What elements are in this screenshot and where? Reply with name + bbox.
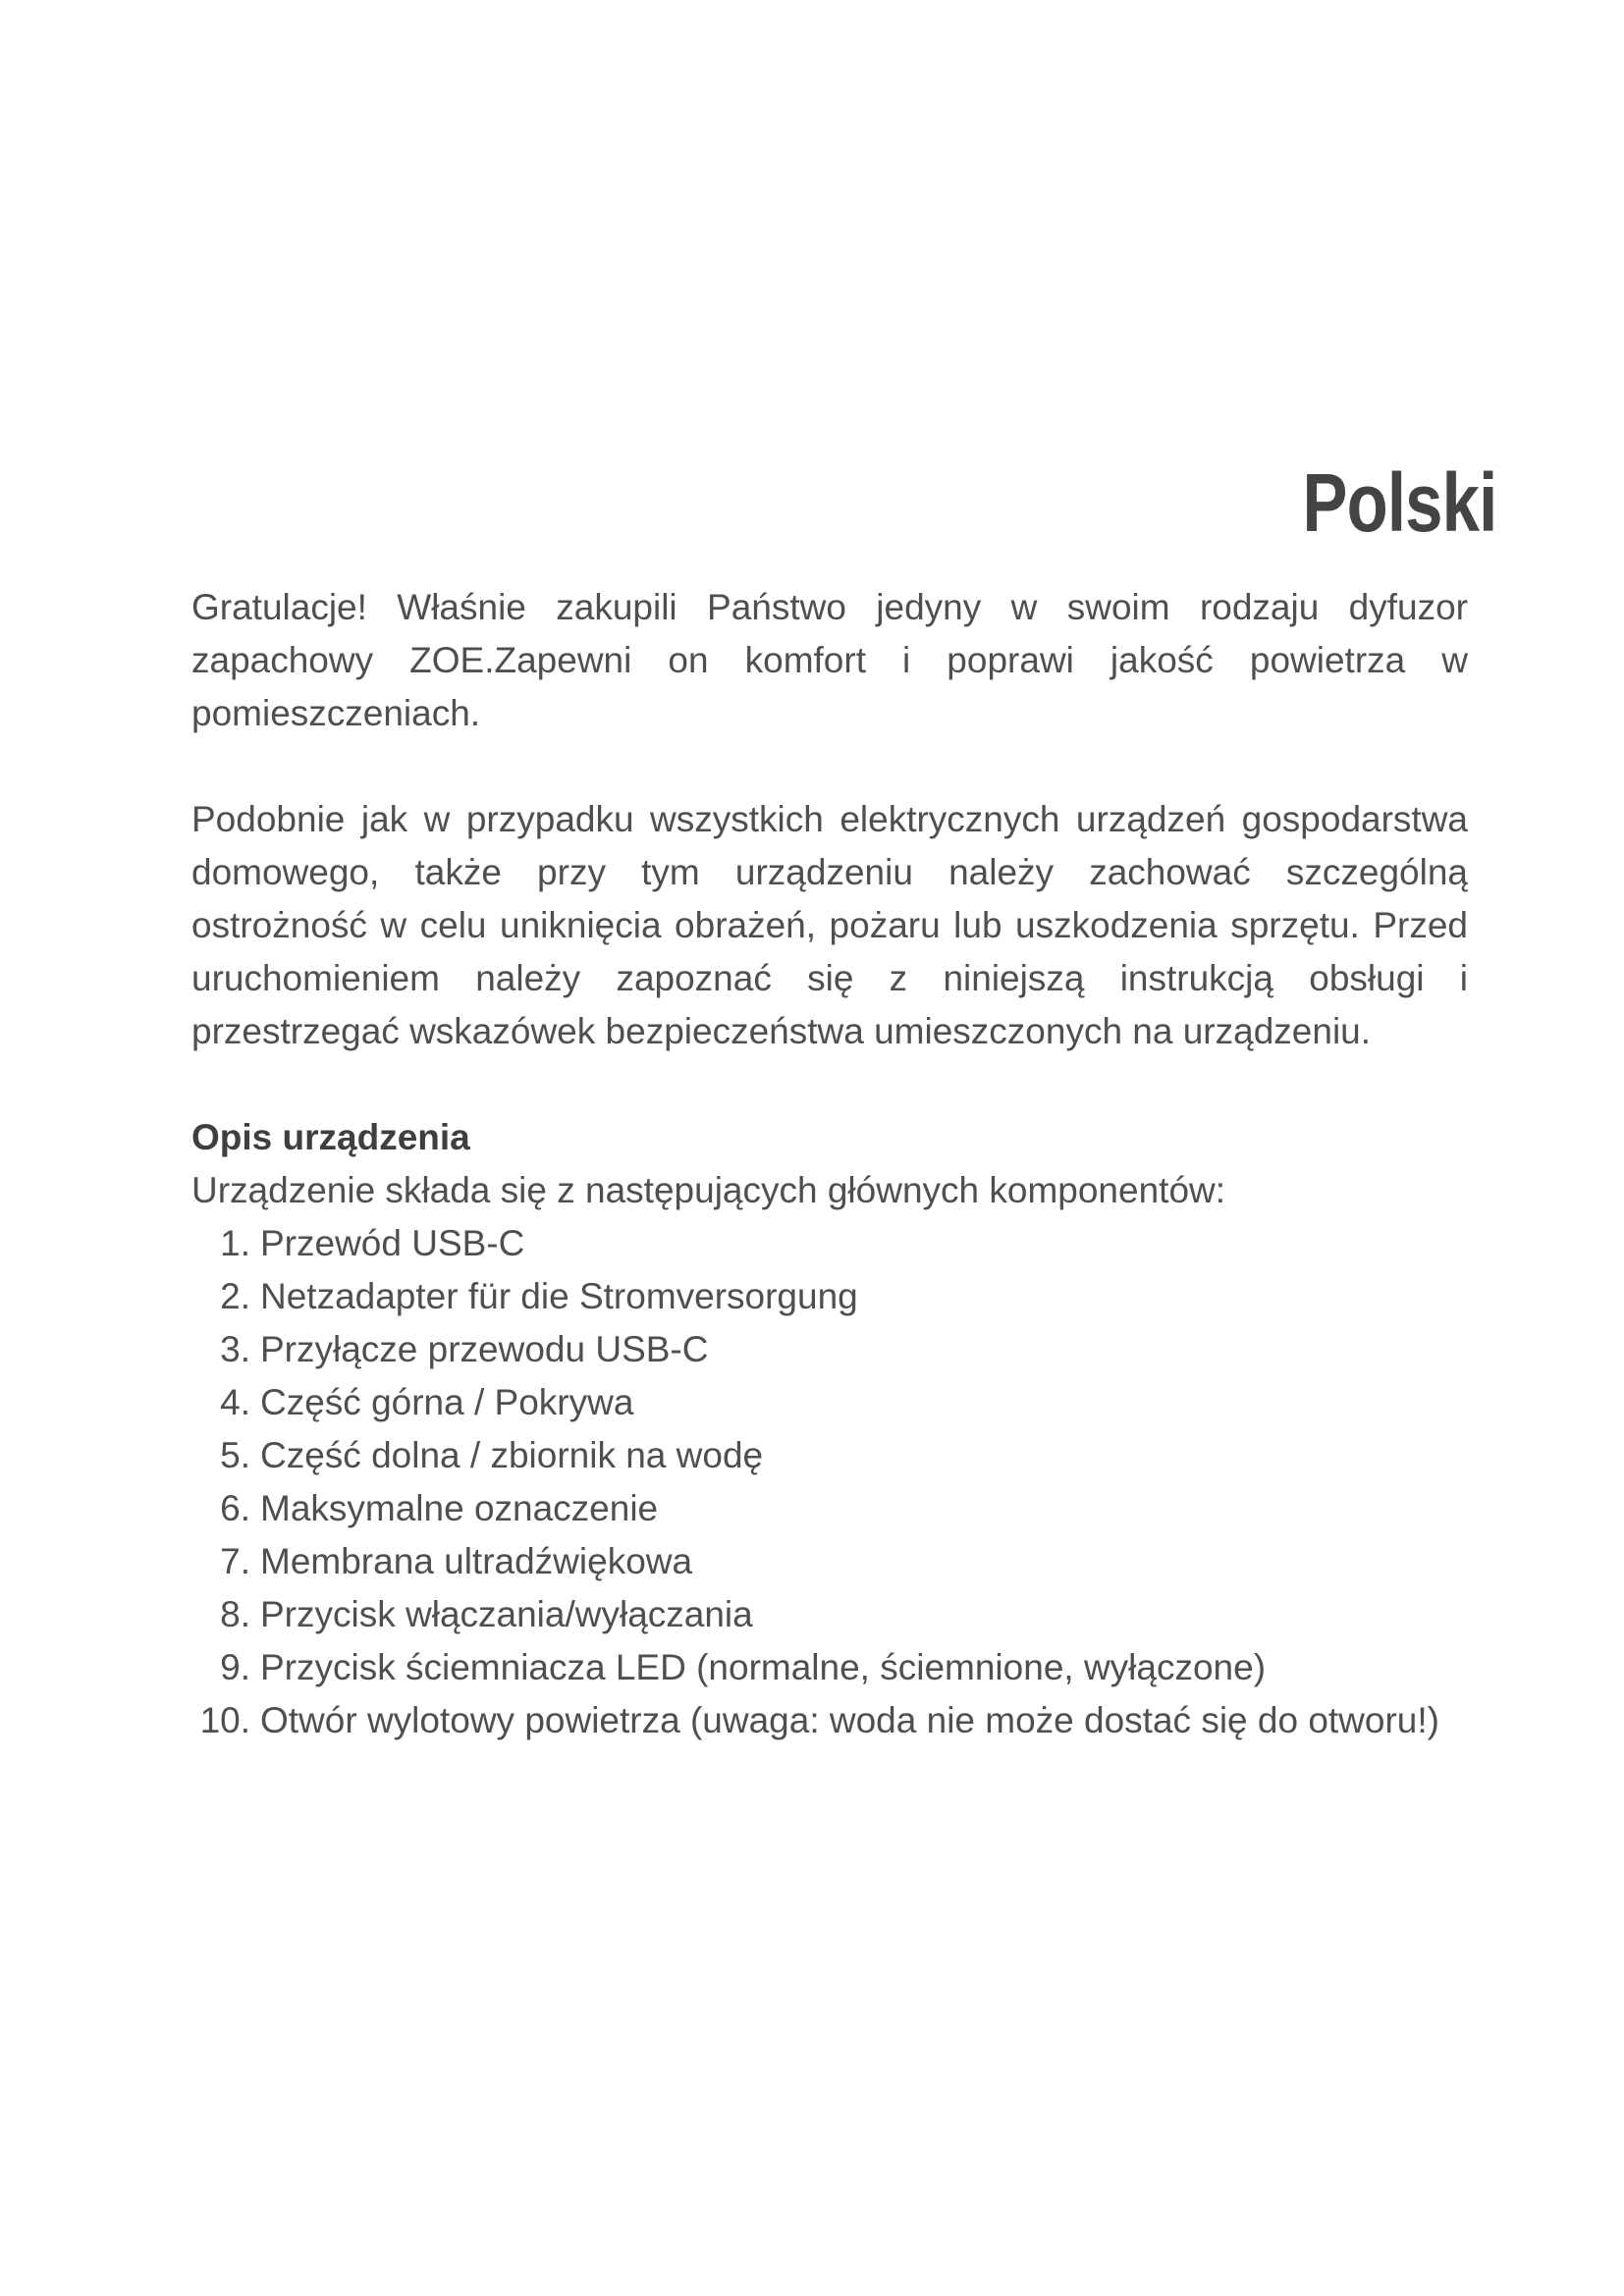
list-item-number: 9. (220, 1647, 250, 1687)
list-item (191, 1323, 1468, 1376)
list-item-number: 10. (199, 1700, 250, 1740)
list-item-label: Przycisk włączania/wyłączania (260, 1594, 753, 1634)
list-item-number: 5. (220, 1435, 250, 1475)
list-item-label: Część górna / Pokrywa (260, 1382, 634, 1422)
list-item-label: Membrana ultradźwiękowa (260, 1541, 693, 1581)
list-item (191, 1535, 1468, 1588)
list-item-number: 6. (220, 1488, 250, 1528)
list-item-number: 7. (220, 1541, 250, 1581)
list-item-number: 2. (220, 1276, 250, 1316)
list-item-number: 3. (220, 1329, 250, 1369)
list-item (191, 1217, 1468, 1270)
list-item (191, 1482, 1468, 1535)
list-item-number: 1. (220, 1223, 250, 1263)
list-item-label: Otwór wylotowy powietrza (uwaga: woda nie może dostać się do otworu!) (260, 1700, 1439, 1740)
list-item-label: Netzadapter für die Stromversorgung (260, 1276, 858, 1316)
list-item (191, 1376, 1468, 1429)
page-content (191, 581, 1468, 1747)
list-item-number: 8. (220, 1594, 250, 1634)
list-item (191, 1641, 1468, 1694)
list-item (191, 1588, 1468, 1641)
components-list (191, 1217, 1468, 1747)
intro-paragraph-2: Podobnie jak w przypadku wszystkich elektrycznych urządzeń gospodarstwa domowego, także przy tym urządzeniu należy zachować szczególną ostrożność w celu uniknięcia obrażeń, pożaru lub uszkodzenia sprzętu. Przed uruchomieniem należy zapoznać się z niniejszą instrukcją obsługi i przestrzegać wskazówek bezpieczeństwa umieszczonych na urządzeniu. (191, 799, 1468, 1051)
list-item-label: Przycisk ściemniacza LED (normalne, ściemnione, wyłączone) (260, 1647, 1267, 1687)
section-heading-device-description: Opis urządzenia (191, 1117, 470, 1157)
list-item (191, 1270, 1468, 1323)
section-intro: Urządzenie składa się z następujących głównych komponentów: (191, 1170, 1226, 1210)
list-item-label: Maksymalne oznaczenie (260, 1488, 659, 1528)
list-item (191, 1429, 1468, 1482)
list-item (191, 1694, 1468, 1747)
list-item-label: Przyłącze przewodu USB-C (260, 1329, 709, 1369)
intro-paragraph-1: Gratulacje! Właśnie zakupili Państwo jedyny w swoim rodzaju dyfuzor zapachowy ZOE.Zapewni on komfort i poprawi jakość powietrza w pomieszczeniach. (191, 587, 1468, 733)
list-item-number: 4. (220, 1382, 250, 1422)
list-item-label: Część dolna / zbiornik na wodę (260, 1435, 764, 1475)
language-title: Polski (1302, 456, 1496, 549)
list-item-label: Przewód USB-C (260, 1223, 525, 1263)
